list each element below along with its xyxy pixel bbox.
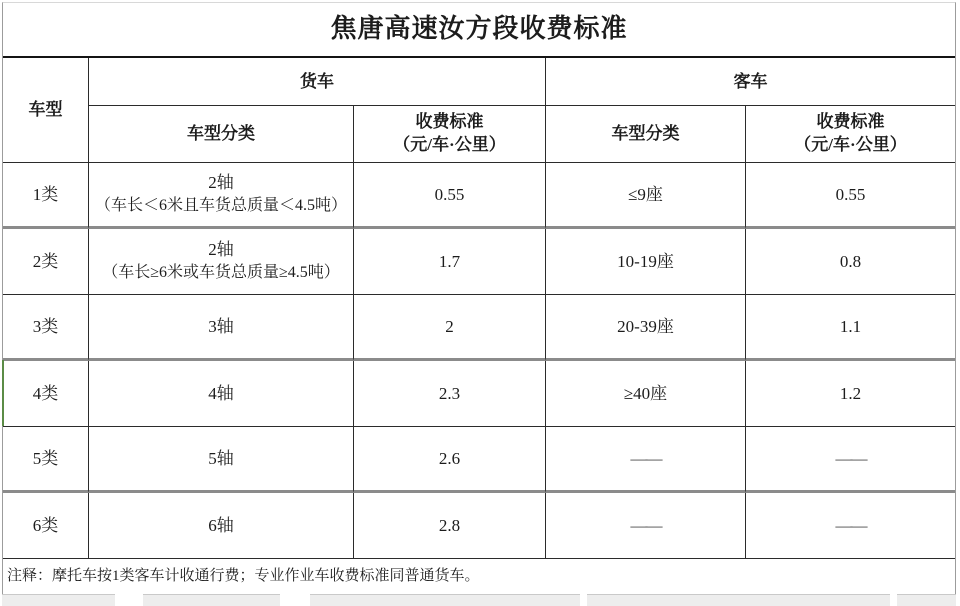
truck-class-cell (89, 163, 354, 229)
partial-cell (587, 594, 890, 606)
bus-class-cell: ≤9座 (546, 163, 746, 229)
bus-class-cell: 10-19座 (546, 229, 746, 295)
bus-fee-cell: 0.8 (746, 229, 955, 295)
partial-cell (2, 594, 115, 606)
header-bus-fee-line1: 收费标准 (816, 112, 885, 132)
bus-fee-cell: 1.2 (746, 361, 955, 427)
truck-fee-cell: 2.6 (354, 427, 546, 493)
header-truck-fee-line1: 收费标准 (415, 112, 484, 132)
truck-class-cell: 3轴 (89, 295, 354, 361)
row-class-label: 1类 (3, 163, 89, 229)
partial-gap (890, 594, 897, 605)
header-truck-fee (354, 106, 546, 163)
truck-class-line1: 2轴 (208, 173, 234, 193)
header-bus-fee-line2: （元/车·公里） (794, 135, 907, 154)
partial-cell (143, 594, 280, 606)
bus-class-cell: —— (546, 493, 746, 559)
partial-gap (580, 594, 587, 605)
row4-green-edge-marker (2, 360, 4, 426)
header-bus-fee (746, 106, 955, 163)
bus-fee-cell: —— (746, 427, 955, 493)
row-class-label: 2类 (3, 229, 89, 295)
bus-class-cell: ≥40座 (546, 361, 746, 427)
header-truck-fee-line2: （元/车·公里） (393, 135, 506, 154)
partial-cell (310, 594, 580, 606)
partial-gap (115, 594, 143, 605)
table-title: 焦唐高速汝方段收费标准 (3, 3, 955, 58)
header-vehicle-type: 车型 (3, 58, 89, 163)
row-class-label: 3类 (3, 295, 89, 361)
header-group-bus: 客车 (546, 58, 955, 106)
bus-class-cell: 20-39座 (546, 295, 746, 361)
toll-rate-table (2, 2, 956, 595)
truck-fee-cell: 2.8 (354, 493, 546, 559)
footnote: 注释：摩托车按1类客车计收通行费；专业作业车收费标准同普通货车。 (3, 559, 955, 595)
truck-fee-cell: 0.55 (354, 163, 546, 229)
partial-next-row (2, 594, 956, 605)
truck-class-cell (89, 229, 354, 295)
bus-fee-cell: 1.1 (746, 295, 955, 361)
partial-gap (280, 594, 310, 605)
bus-fee-cell: —— (746, 493, 955, 559)
header-truck-class: 车型分类 (89, 106, 354, 163)
row-class-label: 6类 (3, 493, 89, 559)
truck-class-line1: 2轴 (208, 240, 234, 260)
truck-class-cell: 4轴 (89, 361, 354, 427)
header-group-truck: 货车 (89, 58, 546, 106)
truck-class-line2: （车长＜6米且车货总质量＜4.5吨） (94, 197, 347, 215)
truck-fee-cell: 2.3 (354, 361, 546, 427)
header-bus-class: 车型分类 (546, 106, 746, 163)
truck-fee-cell: 1.7 (354, 229, 546, 295)
truck-class-cell: 6轴 (89, 493, 354, 559)
truck-fee-cell: 2 (354, 295, 546, 361)
row-class-label: 5类 (3, 427, 89, 493)
truck-class-line2: （车长≥6米或车货总质量≥4.5吨） (102, 264, 340, 282)
bus-class-cell: —— (546, 427, 746, 493)
truck-class-cell: 5轴 (89, 427, 354, 493)
row-class-label: 4类 (3, 361, 89, 427)
partial-cell (897, 594, 956, 606)
bus-fee-cell: 0.55 (746, 163, 955, 229)
